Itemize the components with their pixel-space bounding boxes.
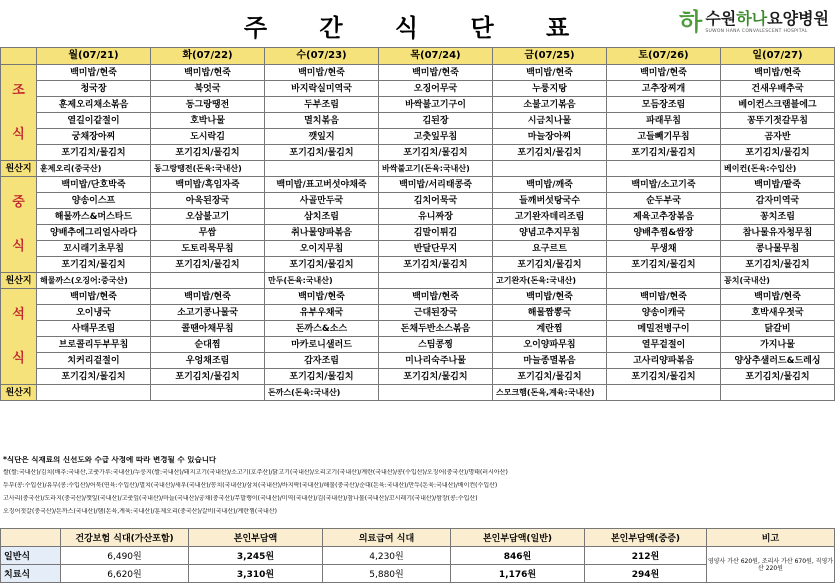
menu-item: 소고기콩나물국	[151, 305, 265, 321]
menu-item: 포기김치/물김치	[37, 369, 151, 385]
menu-item: 가지나물	[721, 337, 835, 353]
menu-item: 취나물양파볶음	[265, 225, 379, 241]
cost-value: 846원	[451, 547, 585, 565]
menu-item: 고춧잎무침	[379, 129, 493, 145]
menu-item: 백미밥/흑임자죽	[151, 177, 265, 193]
meal-cost-table	[0, 528, 835, 583]
menu-item: 포기김치/물김치	[37, 145, 151, 161]
origin-value: 동그랑땡전(돈육:국내산)	[151, 161, 265, 177]
menu-item: 양배추찜&쌈장	[607, 225, 721, 241]
menu-item: 삼치조림	[265, 209, 379, 225]
menu-item: 곰자반	[721, 129, 835, 145]
menu-item: 백미밥/현죽	[607, 289, 721, 305]
origin-value	[607, 161, 721, 177]
menu-item: 해물짬뽕국	[493, 305, 607, 321]
menu-item: 포기김치/물김치	[493, 145, 607, 161]
origin-value	[151, 273, 265, 289]
menu-item: 포기김치/물김치	[721, 257, 835, 273]
cost-value: 4,230원	[323, 547, 451, 565]
day-header: 화(07/22)	[151, 48, 265, 65]
menu-item: 반달단무지	[379, 241, 493, 257]
menu-item: 마늘장아찌	[493, 129, 607, 145]
origin-label: 원산지	[1, 273, 37, 289]
menu-item: 포기김치/물김치	[379, 257, 493, 273]
cost-value: 3,310원	[189, 565, 323, 583]
menu-item: 포기김치/물김치	[151, 369, 265, 385]
menu-item: 궁채장아찌	[37, 129, 151, 145]
menu-item: 포기김치/물김치	[607, 257, 721, 273]
origin-value: 돈까스(돈육:국내산)	[265, 385, 379, 401]
menu-item: 무쌈	[151, 225, 265, 241]
menu-item: 유부우채국	[265, 305, 379, 321]
menu-item: 꼬시래기초무침	[37, 241, 151, 257]
menu-item: 백미밥/깨죽	[493, 177, 607, 193]
cost-header: 본인부담액	[189, 529, 323, 547]
menu-item: 고들빼기무침	[607, 129, 721, 145]
menu-item: 백미밥/현죽	[37, 289, 151, 305]
menu-item: 백미밥/현죽	[151, 65, 265, 81]
meal-section-label	[1, 65, 37, 161]
origin-value	[37, 385, 151, 401]
menu-item: 호박나물	[151, 113, 265, 129]
menu-item: 양배추에그리얼사라다	[37, 225, 151, 241]
menu-item: 열무겉절이	[607, 337, 721, 353]
menu-item: 고기완자데리조림	[493, 209, 607, 225]
weekly-menu-table	[0, 47, 835, 401]
menu-item: 메밀전병구이	[607, 321, 721, 337]
cost-header: 건강보험 식대(가산포함)	[61, 529, 189, 547]
menu-item: 들깨버섯탕국수	[493, 193, 607, 209]
menu-item: 바지락실미역국	[265, 81, 379, 97]
menu-item: 도토리묵무침	[151, 241, 265, 257]
meal-section-char: 식	[12, 238, 25, 254]
menu-item: 사골만두국	[265, 193, 379, 209]
origin-value: 고기완자(돈육:국내산)	[493, 273, 607, 289]
origin-value	[607, 273, 721, 289]
menu-item: 근대된장국	[379, 305, 493, 321]
menu-item: 김말이튀김	[379, 225, 493, 241]
hospital-name-english: SUWON HANA CONVALESCENT HOSPITAL	[705, 29, 808, 34]
origin-note: 두부(콩:수입산)/유부(콩:수입산)/어묵(연육:수입산)/멸치(국내산)/새우(국내산)/꽁치(국내산)/삼치(국내산)/바지락(국내산)/해물(중국산)/순대(돈육:국내산)/만두(돈육:국내산)/베이컨(수입산)	[3, 482, 498, 489]
cost-value: 6,620원	[61, 565, 189, 583]
menu-item: 백미밥/단호박죽	[37, 177, 151, 193]
cost-corner-cell	[1, 529, 61, 547]
menu-item: 백미밥/표고버섯야채죽	[265, 177, 379, 193]
menu-item: 마카로니샐러드	[265, 337, 379, 353]
menu-item: 깻잎지	[265, 129, 379, 145]
menu-item: 양상추샐러드&드레싱	[721, 353, 835, 369]
menu-item: 오이냉국	[37, 305, 151, 321]
hospital-name: 수원하나요양병원	[705, 9, 829, 28]
day-header: 일(07/27)	[721, 48, 835, 65]
menu-item: 포기김치/물김치	[607, 145, 721, 161]
menu-item: 고추장찌개	[607, 81, 721, 97]
menu-item: 감자미역국	[721, 193, 835, 209]
menu-item: 멸치볶음	[265, 113, 379, 129]
menu-item: 꽁치조림	[721, 209, 835, 225]
menu-item: 북엇국	[151, 81, 265, 97]
menu-item: 제육고추장볶음	[607, 209, 721, 225]
meal-section-char: 중	[12, 194, 25, 210]
origin-value	[265, 161, 379, 177]
menu-item: 백미밥/현죽	[151, 289, 265, 305]
menu-item: 김된장	[379, 113, 493, 129]
menu-item: 파래무침	[607, 113, 721, 129]
menu-item: 두부조림	[265, 97, 379, 113]
cost-value: 294원	[585, 565, 707, 583]
menu-item: 요구르트	[493, 241, 607, 257]
menu-item: 미나리숙주나물	[379, 353, 493, 369]
menu-item: 누룽지탕	[493, 81, 607, 97]
menu-item: 백미밥/현죽	[37, 65, 151, 81]
menu-item: 포기김치/물김치	[721, 145, 835, 161]
hospital-logo-icon: 하	[679, 7, 703, 36]
meal-section-char: 조	[12, 82, 25, 98]
origin-value	[721, 385, 835, 401]
menu-item: 포기김치/물김치	[151, 257, 265, 273]
cost-header: 비고	[707, 529, 835, 547]
menu-item: 청국장	[37, 81, 151, 97]
menu-item: 고사리양파볶음	[607, 353, 721, 369]
menu-item: 백미밥/서리태콩죽	[379, 177, 493, 193]
menu-item: 백미밥/소고기죽	[607, 177, 721, 193]
menu-item: 치커리겉절이	[37, 353, 151, 369]
menu-item: 돈까스&소스	[265, 321, 379, 337]
menu-item: 포기김치/물김치	[379, 369, 493, 385]
menu-item: 바싹불고기구이	[379, 97, 493, 113]
menu-item: 백미밥/현죽	[379, 289, 493, 305]
menu-item: 무생채	[607, 241, 721, 257]
day-header: 토(07/26)	[607, 48, 721, 65]
meal-section-char: 석	[12, 306, 25, 322]
cost-header: 의료급여 식대	[323, 529, 451, 547]
menu-item: 김치어묵국	[379, 193, 493, 209]
cost-value: 5,880원	[323, 565, 451, 583]
cost-value: 1,176원	[451, 565, 585, 583]
day-header: 수(07/23)	[265, 48, 379, 65]
notice-text: *식단은 식재료의 신선도와 수급 사정에 따라 변경될 수 있습니다	[3, 456, 217, 464]
origin-value: 바싹불고기(돈육:국내산)	[379, 161, 493, 177]
menu-item: 백미밥/현죽	[379, 65, 493, 81]
menu-item: 해물까스&머스타드	[37, 209, 151, 225]
origin-value	[151, 385, 265, 401]
day-header: 월(07/21)	[37, 48, 151, 65]
menu-item: 양송이스프	[37, 193, 151, 209]
menu-item: 오삼불고기	[151, 209, 265, 225]
menu-item: 계란찜	[493, 321, 607, 337]
menu-item: 훈제오리채소볶음	[37, 97, 151, 113]
cost-value: 3,245원	[189, 547, 323, 565]
menu-item: 포기김치/물김치	[607, 369, 721, 385]
origin-value	[379, 273, 493, 289]
page-header	[0, 0, 835, 44]
menu-item: 백미밥/현죽	[607, 65, 721, 81]
meal-type-label: 치료식	[1, 565, 61, 583]
menu-item: 아욱된장국	[151, 193, 265, 209]
meal-section-char: 식	[12, 126, 25, 142]
menu-item: 참나물유자청무침	[721, 225, 835, 241]
meal-section-label	[1, 289, 37, 385]
day-header: 목(07/24)	[379, 48, 493, 65]
menu-item: 오징어무국	[379, 81, 493, 97]
hospital-logo	[679, 7, 829, 40]
menu-item: 모듬장조림	[607, 97, 721, 113]
menu-item: 백미밥/현죽	[721, 65, 835, 81]
menu-item: 브로콜리두부무침	[37, 337, 151, 353]
meal-section-char: 식	[12, 350, 25, 366]
day-header: 금(07/25)	[493, 48, 607, 65]
menu-item: 우엉채조림	[151, 353, 265, 369]
cost-header: 본인부담액(중증)	[585, 529, 707, 547]
cost-remark: 영양사 가산 620원, 조리사 가산 670원, 직영가산 220원	[707, 547, 835, 583]
menu-item: 건새우배추국	[721, 81, 835, 97]
origin-value: 훈제오리(중국산)	[37, 161, 151, 177]
menu-item: 오이양파무침	[493, 337, 607, 353]
origin-value: 베이컨(돈육:수입산)	[721, 161, 835, 177]
cost-header: 본인부담액(일반)	[451, 529, 585, 547]
origin-value	[379, 385, 493, 401]
origin-value: 스모크햄(돈육,계육:국내산)	[493, 385, 607, 401]
menu-corner-cell	[1, 48, 37, 65]
menu-item: 콜땐아채무침	[151, 321, 265, 337]
menu-item: 순두부국	[607, 193, 721, 209]
menu-item: 백미밥/현죽	[265, 289, 379, 305]
menu-item: 열길이같절이	[37, 113, 151, 129]
meal-type-label: 일반식	[1, 547, 61, 565]
cost-value: 212원	[585, 547, 707, 565]
menu-item: 돈채두반소스볶음	[379, 321, 493, 337]
origin-label: 원산지	[1, 161, 37, 177]
menu-item: 포기김치/물김치	[265, 257, 379, 273]
origin-note: 쌀(쌀:국내산)/김치(배추:국내산,고춧가루:국내산)/누룽지(쌀:국내산)/돼지고기(국내산)/소고기(호주산)/닭고기(국내산)/오리고기(국내산)/계란(국내산)/콩(수입산)/오징어(중국산)/명태(러시아산)	[3, 469, 508, 476]
origin-value	[607, 385, 721, 401]
origin-value: 해물까스(오징어:중국산)	[37, 273, 151, 289]
origin-value: 만두(돈육:국내산)	[265, 273, 379, 289]
menu-item: 포기김치/물김치	[721, 369, 835, 385]
page-title: 주 간 식 단 표	[243, 14, 592, 42]
menu-item: 포기김치/물김치	[493, 369, 607, 385]
menu-item: 오이지무침	[265, 241, 379, 257]
menu-item: 포기김치/물김치	[151, 145, 265, 161]
menu-item: 포기김치/물김치	[37, 257, 151, 273]
origin-value: 꽁치(국내산)	[721, 273, 835, 289]
menu-item: 백미밥/현죽	[265, 65, 379, 81]
origin-value	[493, 161, 607, 177]
menu-item: 유니짜장	[379, 209, 493, 225]
meal-section-label	[1, 177, 37, 273]
menu-item: 베이컨스크램블에그	[721, 97, 835, 113]
menu-item: 포기김치/물김치	[379, 145, 493, 161]
cost-value: 6,490원	[61, 547, 189, 565]
menu-item: 꽁뚜기젓갈무침	[721, 113, 835, 129]
menu-item: 양송이캐국	[607, 305, 721, 321]
menu-item: 백미밥/현죽	[493, 65, 607, 81]
menu-item: 소불고기볶음	[493, 97, 607, 113]
menu-item: 동그랑땡전	[151, 97, 265, 113]
menu-item: 백미밥/팥죽	[721, 177, 835, 193]
menu-item: 양념고추지무침	[493, 225, 607, 241]
menu-item: 백미밥/현죽	[721, 289, 835, 305]
menu-item: 호박새우젓국	[721, 305, 835, 321]
menu-item: 사태무조림	[37, 321, 151, 337]
menu-item: 백미밥/현죽	[493, 289, 607, 305]
menu-item: 포기김치/물김치	[265, 369, 379, 385]
menu-item: 스팀콩찡	[379, 337, 493, 353]
origin-label: 원산지	[1, 385, 37, 401]
menu-item: 시금치나물	[493, 113, 607, 129]
origin-note: 고사리(중국산)/도라지(중국산)/깻잎(국내산)/고춧잎(국내산)/마늘(국내산)/궁채(중국산)/무말랭이(국내산)/미역(국내산)/김(국내산)/참나물(국내산)/꼬시래기(국내산)/쌈장(콩:수입산)	[3, 495, 478, 502]
origin-note: 오징어젓갈(중국산)/돈까스(국내산)/햄(돈육,계육:국내산)/훈제오리(중국산)/갈비(국내산)/계란찜(국내산)	[3, 508, 277, 515]
menu-item: 닭갈비	[721, 321, 835, 337]
menu-item: 포기김치/물김치	[493, 257, 607, 273]
menu-item: 콩나물무침	[721, 241, 835, 257]
menu-item: 포기김치/물김치	[265, 145, 379, 161]
menu-item: 마늘종멸볶음	[493, 353, 607, 369]
menu-item: 감자조림	[265, 353, 379, 369]
menu-item: 도시락김	[151, 129, 265, 145]
menu-item: 순대찜	[151, 337, 265, 353]
